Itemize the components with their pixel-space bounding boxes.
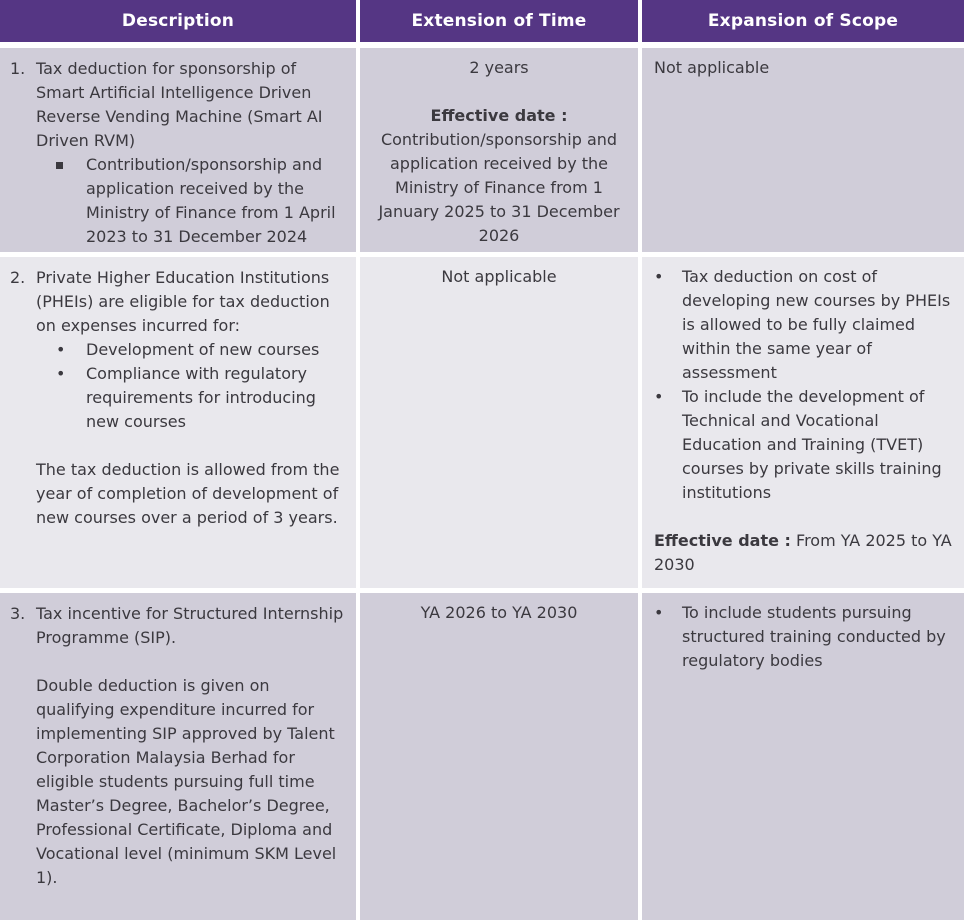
row1-description-bullet-text: Contribution/sponsorship and application received by the Ministry of Finance from 1 April 2023 to 31 December 2024: [86, 155, 336, 246]
row1-extension-duration: 2 years: [469, 58, 529, 77]
round-bullet-icon: [56, 338, 86, 362]
row1-expansion-note: Not applicable: [654, 58, 770, 77]
row3-extension-cell: [360, 593, 638, 920]
row2-item-number: 2.: [10, 268, 26, 287]
column-header-description: Description: [0, 0, 356, 42]
row2-effective-date-line: [654, 529, 954, 577]
row1-effective-date-detail: Contribution/sponsorship and application received by the Ministry of Finance from 1 January 2025 to 31 December 2026: [378, 130, 620, 245]
column-header-expansion-of-scope: Expansion of Scope: [642, 0, 964, 42]
row2-extension-note: Not applicable: [441, 267, 557, 286]
row2-description-bullet2-text: Compliance with regulatory requirements for introducing new courses: [86, 364, 316, 431]
round-bullet-icon: [654, 601, 682, 673]
spacer: [654, 505, 954, 529]
row2-description-bullet-2: [56, 362, 346, 434]
column-header-extension-of-time: Extension of Time: [360, 0, 638, 42]
row3-expansion-bullet1-text: To include students pursuing structured training conducted by regulatory bodies: [682, 603, 946, 670]
row1-description-cell: [0, 48, 356, 252]
row3-item-number: 3.: [10, 604, 26, 623]
row2-expansion-bullet2-text: To include the development of Technical and Vocational Education and Training (TVET) courses by private skills training institutions: [682, 387, 942, 502]
row3-description-text: Tax incentive for Structured Internship Programme (SIP).: [36, 604, 344, 647]
row1-effective-date-label: Effective date :: [430, 106, 568, 125]
row2-description-text: Private Higher Education Institutions (PHEIs) are eligible for tax deduction on expenses incurred for:: [36, 268, 330, 335]
row3-expansion-bullet-1: [654, 601, 954, 673]
row2-expansion-bullet-2: [654, 385, 954, 505]
table-header-row: [0, 0, 964, 42]
row3-description-cell: [0, 593, 356, 920]
row2-numbered-paragraph: [0, 266, 346, 338]
spacer: [0, 434, 346, 458]
round-bullet-icon: [654, 385, 682, 505]
table-row-2: [0, 257, 964, 588]
row3-expansion-cell: [642, 593, 964, 920]
square-bullet-icon: [56, 153, 86, 249]
round-bullet-icon: [654, 265, 682, 385]
round-bullet-icon: [56, 362, 86, 434]
row2-description-bullet1-text: Development of new courses: [86, 340, 320, 359]
table-row-3: [0, 593, 964, 920]
row3-description-detail-text: Double deduction is given on qualifying expenditure incurred for implementing SIP approved by Talent Corporation Malaysia Berhad for eligible students pursuing full time Master’s Degree, Bachelor’s Degree, Professional Certificate, Diploma and Vocational level (minimum SKM Level 1).: [36, 676, 337, 887]
row1-item-number: 1.: [10, 59, 26, 78]
row1-extension-cell: [360, 48, 638, 252]
row2-extension-cell: [360, 257, 638, 588]
row1-description-text: Tax deduction for sponsorship of Smart Artificial Intelligence Driven Reverse Vending Machine (Smart AI Driven RVM): [36, 59, 323, 150]
row1-expansion-cell: [642, 48, 964, 252]
table-row-1: [0, 48, 964, 252]
row2-expansion-bullet1-text: Tax deduction on cost of developing new courses by PHEIs is allowed to be fully claimed within the same year of assessment: [682, 267, 951, 382]
row2-description-cell: [0, 257, 356, 588]
row2-effective-date-label: Effective date :: [654, 531, 791, 550]
row2-description-bullet-1: [56, 338, 346, 362]
spacer: [0, 650, 346, 674]
row1-description-bullet: [56, 153, 346, 249]
row2-description-closing-text: The tax deduction is allowed from the year of completion of development of new courses over a period of 3 years.: [36, 460, 340, 527]
row1-numbered-paragraph: [0, 57, 346, 153]
row3-numbered-paragraph: [0, 602, 346, 650]
row3-extension-duration: YA 2026 to YA 2030: [420, 603, 578, 622]
row2-effective-date-value: From YA 2025 to YA 2030: [654, 531, 952, 574]
spacer: [372, 80, 626, 104]
row2-expansion-cell: [642, 257, 964, 588]
row2-expansion-bullet-1: [654, 265, 954, 385]
